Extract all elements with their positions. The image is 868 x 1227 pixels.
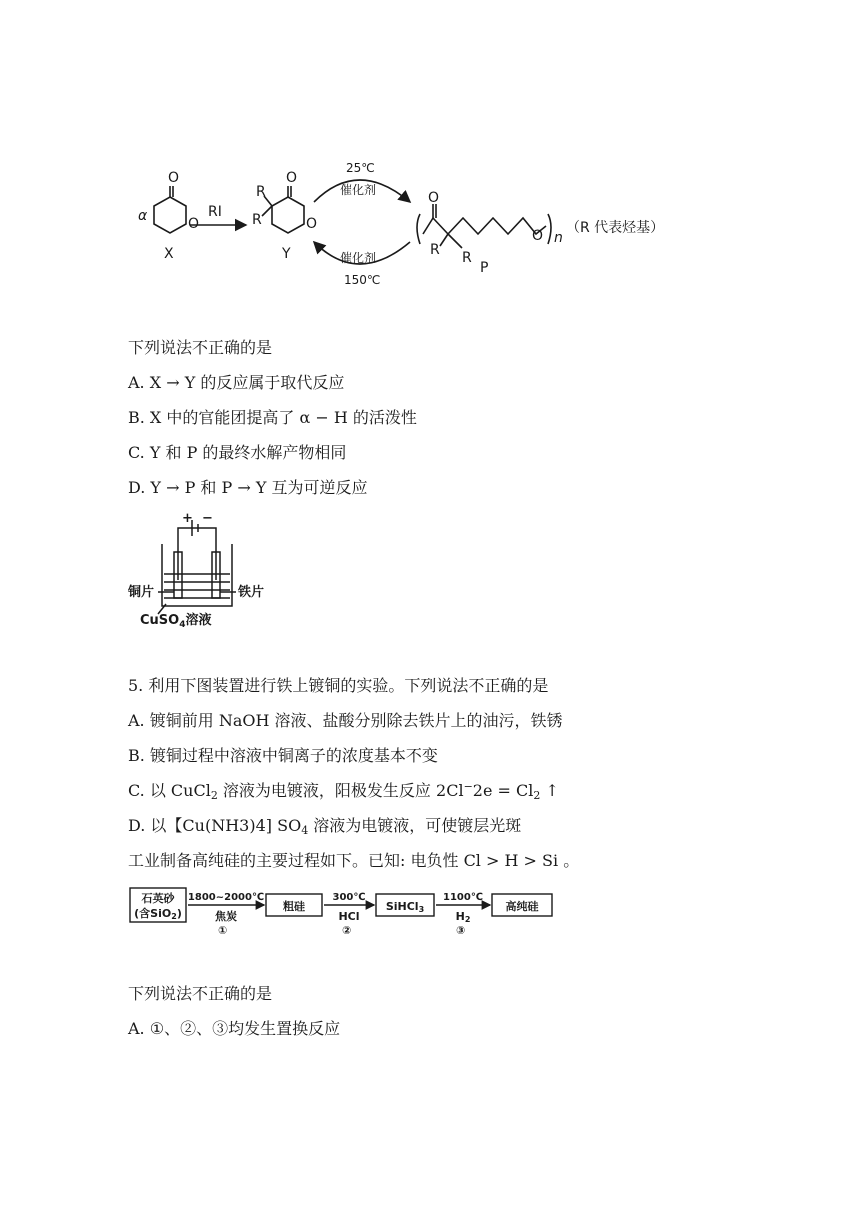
- q4-option-d: D. Y → P 和 P → Y 互为可逆反应: [128, 478, 368, 497]
- q4-stem: 下列说法不正确的是: [128, 338, 273, 357]
- positive-terminal: +: [182, 511, 193, 526]
- step3-temperature: 1100℃: [443, 892, 483, 903]
- q5-option-a: A. 镀铜前用 NaOH 溶液、盐酸分别除去铁片上的油污，铁锈: [128, 711, 563, 730]
- q4-option-c: C. Y 和 P 的最终水解产物相同: [128, 443, 347, 462]
- solution-label: CuSO$_4$溶液: [140, 613, 212, 630]
- y-carbonyl-o: O: [286, 170, 298, 186]
- x-label: X: [164, 246, 174, 262]
- iron-sheet-label: 铁片: [238, 585, 265, 600]
- repeat-n: n: [554, 230, 563, 246]
- q4-option-b: B. X 中的官能团提高了 α − H 的活泼性: [128, 408, 417, 427]
- alpha-label: α: [138, 208, 148, 224]
- sihcl3-label: SiHCl3: [385, 900, 425, 914]
- p-chain-o: O: [532, 228, 544, 244]
- electroplating-apparatus-figure: [128, 510, 268, 632]
- step3-reagent: H2: [455, 910, 471, 924]
- q6-intro: 工业制备高纯硅的主要过程如下。已知: 电负性 Cl > H > Si 。: [128, 851, 580, 870]
- q4-option-a: A. X → Y 的反应属于取代反应: [128, 373, 345, 392]
- copper-sheet-label: 铜片: [128, 585, 155, 600]
- step3-number: ③: [456, 924, 466, 937]
- negative-terminal: −: [202, 511, 213, 526]
- q5-option-c: C. 以 CuCl$_2$ 溶液为电镀液，阳极发生反应 $2Cl^-2e = Cl_2$ ↑: [128, 780, 559, 802]
- r-note: （R 代表烃基）: [566, 220, 665, 236]
- top-catalyst: 催化剂: [340, 183, 377, 197]
- y-r1: R: [256, 184, 266, 200]
- polymer-bracket-left: [417, 214, 420, 244]
- silicon-process-flow-figure: [128, 882, 568, 938]
- step2-number: ②: [342, 924, 352, 937]
- q6-stem: 下列说法不正确的是: [128, 984, 273, 1003]
- crude-silicon-label: 粗硅: [283, 900, 305, 913]
- bottom-temp: 150℃: [344, 273, 381, 287]
- quartz-sand-label: 石英砂: [141, 892, 175, 905]
- q5-option-b: B. 镀铜过程中溶液中铜离子的浓度基本不变: [128, 746, 438, 765]
- p-r1: R: [430, 242, 440, 258]
- quartz-sand-sio2: (含SiO2): [134, 907, 182, 921]
- step2-temperature: 300℃: [332, 892, 366, 903]
- reaction-scheme-figure: [128, 150, 728, 290]
- y-ring: [272, 197, 304, 233]
- step1-temperature: 1800~2000℃: [187, 892, 265, 903]
- pure-silicon-label: 高纯硅: [505, 900, 539, 913]
- q6-option-a: A. ①、②、③均发生置换反应: [128, 1019, 341, 1038]
- x-ring: [154, 197, 186, 233]
- step1-number: ①: [218, 924, 228, 937]
- x-ring-o: O: [188, 216, 200, 232]
- polymer-chain: [423, 218, 546, 234]
- y-label: Y: [282, 246, 291, 262]
- circuit-wire: [178, 528, 216, 580]
- x-carbonyl-o: O: [168, 170, 180, 186]
- y-ring-o: O: [306, 216, 318, 232]
- p-carbonyl-o: O: [428, 190, 440, 206]
- p-r2: R: [462, 250, 472, 266]
- beaker: [162, 544, 232, 606]
- step2-reagent: HCl: [338, 910, 360, 923]
- y-r2: R: [252, 212, 262, 228]
- reagent-label: RI: [208, 204, 222, 220]
- q5-option-d: D. 以【Cu(NH3)4] $SO_4$ 溶液为电镀液，可使镀层光斑: [128, 816, 522, 837]
- bottom-catalyst: 催化剂: [340, 251, 377, 265]
- polymer-bracket-right: [548, 214, 551, 244]
- q5-stem: 5. 利用下图装置进行铁上镀铜的实验。下列说法不正确的是: [128, 676, 549, 695]
- top-temp: 25℃: [346, 161, 375, 175]
- step1-reagent: 焦炭: [215, 910, 237, 923]
- p-label: P: [480, 260, 489, 276]
